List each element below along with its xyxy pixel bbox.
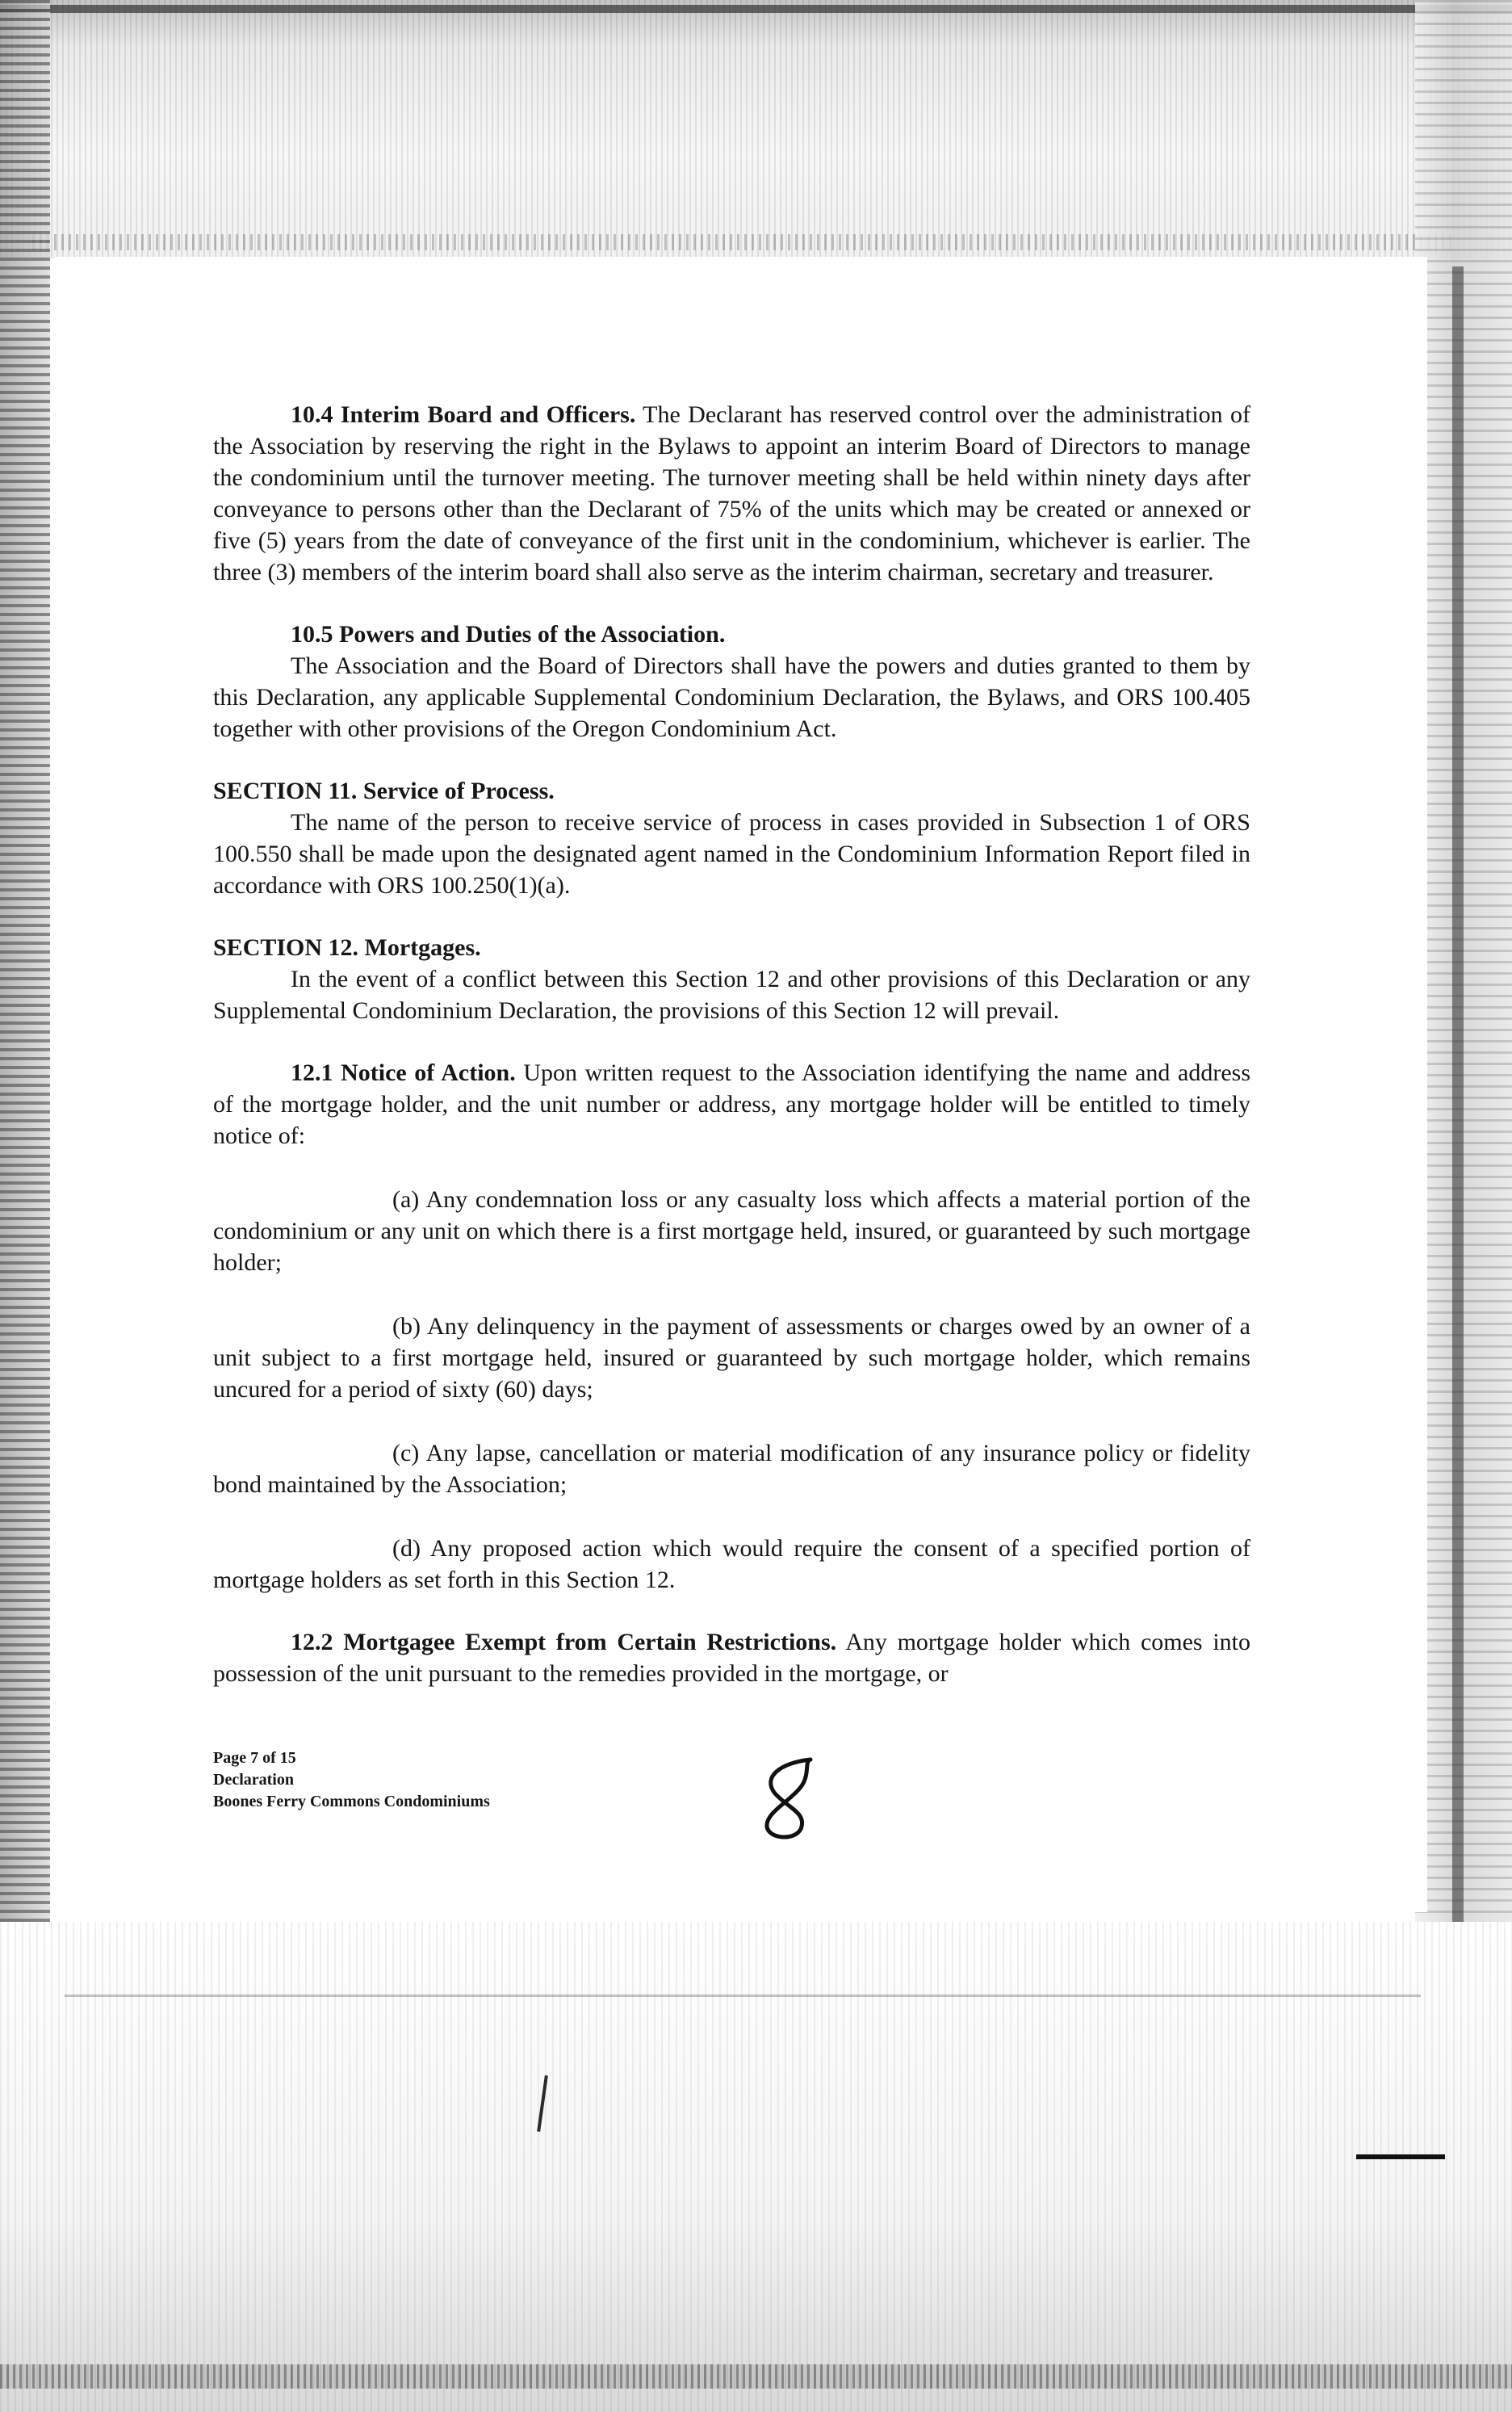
section-heading: 10.5 Powers and Duties of the Association. <box>291 621 726 648</box>
section-heading: SECTION 11. Service of Process. <box>213 778 555 804</box>
item-12-1-a <box>213 1184 1250 1278</box>
section-10-4 <box>213 399 1250 588</box>
section-text: Upon written request to the Association identifying the name and address of the mortgage holder, and the unit number or address, any mortgage holder will be entitled to timely notice of: <box>213 1059 1250 1149</box>
document-body <box>213 399 1250 1689</box>
footer-page-number: Page 7 of 15 <box>213 1749 296 1767</box>
scan-dash <box>1356 2154 1445 2159</box>
item-12-1-d <box>213 1533 1250 1596</box>
section-11-heading <box>213 775 1250 807</box>
scan-top-noise <box>32 234 1453 250</box>
footer-project: Boones Ferry Commons Condominiums <box>213 1793 490 1810</box>
section-10-5-text <box>213 650 1250 745</box>
item-text: (c) Any lapse, cancellation or material modification of any insurance policy or fidelity bond maintained by the Association; <box>213 1440 1250 1498</box>
footer-doc-type: Declaration <box>213 1771 294 1789</box>
section-text: In the event of a conflict between this Section 12 and other provisions of this Declaration or any Supplemental Condominium Declaration, the provisions of this Section 12 will prevail. <box>213 966 1250 1024</box>
item-text: (d) Any proposed action which would require the consent of a specified portion of mortgage holders as set forth in this Section 12. <box>213 1535 1250 1593</box>
item-text: (a) Any condemnation loss or any casualty loss which affects a material portion of the condominium or any unit on which there is a first mortgage held, insured, or guaranteed by such mortgage holder; <box>213 1186 1250 1276</box>
page-footer <box>213 1747 490 1813</box>
section-text: The Declarant has reserved control over the administration of the Association by reserving the right in the Bylaws to appoint an interim Board of Directors to manage the condominium until the turnover meeting. The turnover meeting shall be held within ninety days after conveyance to persons other than the Declarant of 75% of the units which may be created or annexed or five (5) years from the date of conveyance of the first unit in the condominium, whichever is earlier. The three (3) members of the interim board shall also serve as the interim chairman, secretary and treasurer. <box>213 401 1250 585</box>
section-11-text <box>213 807 1250 901</box>
section-12-text <box>213 963 1250 1026</box>
handwritten-eight-drawing <box>748 1755 828 1844</box>
document-page <box>55 257 1427 1912</box>
scan-top-border <box>0 0 1512 258</box>
scan-bottom-rule <box>65 1995 1421 1997</box>
section-12-1 <box>213 1057 1250 1151</box>
section-text: The Association and the Board of Directors shall have the powers and duties granted to them by this Declaration, any applicable Supplemental Condominium Declaration, the Bylaws, and ORS 100.405 together with other provisions of the Oregon Condominium Act. <box>213 652 1250 742</box>
section-heading: 12.1 Notice of Action. <box>291 1059 516 1086</box>
item-12-1-b <box>213 1311 1250 1405</box>
section-10-5-heading <box>213 619 1250 650</box>
section-text: The name of the person to receive service of process in cases provided in Subsection 1 of ORS 100.550 shall be made upon the designated agent named in the Condominium Information Report filed in accordance with ORS 100.250(1)(a). <box>213 809 1250 899</box>
section-12-heading <box>213 932 1250 963</box>
section-heading: 10.4 Interim Board and Officers. <box>291 401 636 428</box>
item-12-1-c <box>213 1437 1250 1500</box>
scan-bottom-line <box>0 2364 1512 2389</box>
scan-top-line <box>0 5 1512 13</box>
section-12-2 <box>213 1626 1250 1689</box>
section-heading: 12.2 Mortgagee Exempt from Certain Restrictions. <box>291 1629 837 1655</box>
handwritten-page-mark <box>748 1755 828 1844</box>
item-text: (b) Any delinquency in the payment of assessments or charges owed by an owner of a unit subject to a first mortgage held, insured or guaranteed by such mortgage holder, which remains uncured for a period of sixty (60) days; <box>213 1313 1250 1403</box>
section-text: Any mortgage holder which comes into possession of the unit pursuant to the remedies provided in the mortgage, or <box>213 1629 1250 1687</box>
section-heading: SECTION 12. Mortgages. <box>213 934 481 961</box>
